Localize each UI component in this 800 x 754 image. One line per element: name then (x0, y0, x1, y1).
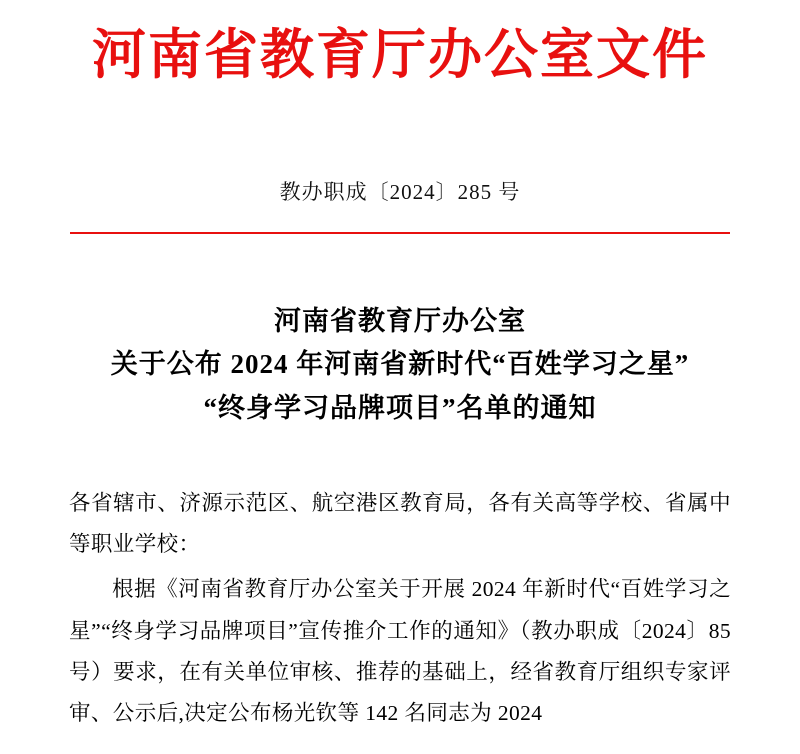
title-line-issuer: 河南省教育厅办公室 (274, 305, 526, 336)
document-header (0, 0, 800, 234)
document-title-block (0, 300, 800, 431)
document-body (69, 483, 731, 735)
document-number: 教办职成〔2024〕285 号 (279, 179, 521, 204)
paragraph-main: 根据《河南省教育厅办公室关于开展 2024 年新时代“百姓学习之星”“终身学习品牌项目”宣传推介工作的通知》（教办职成〔2024〕85 号）要求，在有关单位审核、推荐的基础上，经省教育厅组织专家评审、公示后,决定公布杨光钦等 142 名同志为 2024 (69, 577, 731, 726)
paragraph-addressee: 各省辖市、济源示范区、航空港区教育局，各有关高等学校、省属中等职业学校： (69, 490, 731, 556)
title-line-subject-2: “终身学习品牌项目”名单的通知 (203, 392, 597, 423)
title-line-subject-1: 关于公布 2024 年河南省新时代“百姓学习之星” (110, 349, 690, 380)
document-header-title: 河南省教育厅办公室文件 (92, 25, 708, 85)
red-divider-rule (70, 232, 730, 234)
